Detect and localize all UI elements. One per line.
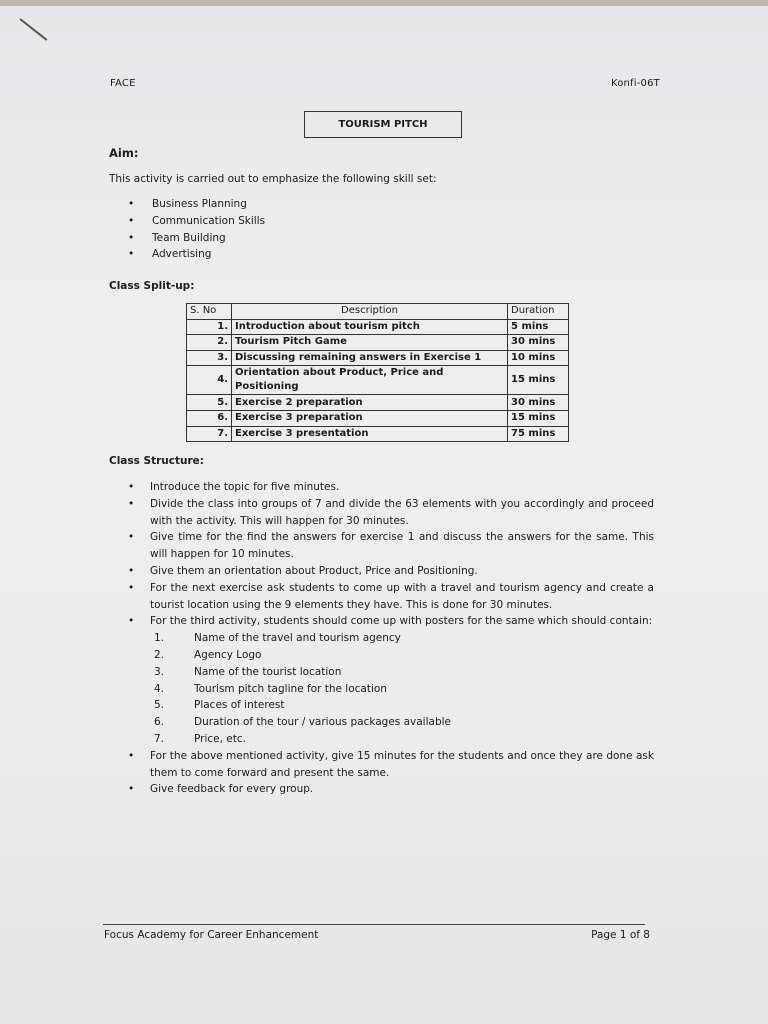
cell-duration: 15 mins (508, 410, 569, 426)
list-item: • Team Building (128, 230, 265, 247)
list-item (126, 563, 654, 580)
footer-org: Focus Academy for Career Enhancement (104, 929, 319, 941)
table-header-row (187, 304, 569, 320)
item-text: Give time for the find the answers for exercise 1 and discuss the answers for the same. This will happen for 10 minutes. (150, 531, 654, 561)
item-text: Places of interest (194, 699, 285, 712)
cell-duration: 5 mins (508, 319, 569, 335)
list-item: • Communication Skills (128, 213, 265, 230)
table-row (187, 426, 569, 442)
cell-sno: 5. (187, 395, 232, 411)
page-number: Page 1 of 8 (591, 929, 650, 941)
item-text: For the third activity, students should come up with posters for the same which should contain: (150, 615, 653, 628)
document-title-text: TOURISM PITCH (338, 119, 428, 130)
cell-duration: 75 mins (508, 426, 569, 442)
table-row (187, 319, 569, 335)
item-text: Name of the travel and tourism agency (194, 632, 401, 645)
header-code: Konfi-06T (610, 78, 660, 89)
numbered-item (150, 630, 654, 647)
footer-divider (103, 924, 645, 925)
cell-sno: 3. (187, 350, 232, 366)
cell-duration: 30 mins (508, 395, 569, 411)
item-text: Give them an orientation about Product, Price and Positioning. (150, 564, 478, 577)
cell-description: Orientation about Product, Price and Positioning (232, 366, 508, 395)
split-heading: Class Split-up: (109, 280, 195, 292)
table-row (187, 410, 569, 426)
table-row (187, 395, 569, 411)
item-number: 6. (153, 716, 164, 729)
split-table (186, 303, 569, 442)
cell-description: Tourism Pitch Game (232, 335, 508, 351)
cell-duration: 10 mins (508, 350, 569, 366)
numbered-item (150, 681, 654, 698)
table-row (187, 350, 569, 366)
item-text: Price, etc. (194, 732, 246, 745)
item-number: 3. (153, 665, 164, 678)
paper-edge (0, 0, 768, 6)
cell-sno: 1. (187, 319, 232, 335)
numbered-item (150, 714, 654, 731)
list-item (126, 580, 654, 614)
item-text: Divide the class into groups of 7 and divide the 63 elements with you accordingly and proceed with the activity. This will happen for 30 minutes. (150, 497, 654, 527)
item-text: Name of the tourist location (194, 665, 342, 678)
item-text: Introduce the topic for five minutes. (150, 481, 340, 493)
cell-sno: 6. (187, 410, 232, 426)
item-number: 5. (153, 699, 164, 712)
item-text: Give feedback for every group. (150, 783, 314, 796)
cell-description: Exercise 3 presentation (232, 426, 508, 442)
structure-list (126, 479, 654, 798)
item-number: 2. (153, 648, 164, 661)
cell-description: Introduction about tourism pitch (232, 319, 508, 335)
numbered-item (150, 647, 654, 664)
cell-sno: 4. (187, 366, 232, 395)
numbered-item (150, 697, 654, 714)
aim-intro: This activity is carried out to emphasize the following skill set: (109, 173, 437, 185)
list-item (126, 748, 654, 782)
header-org: FACE (110, 78, 136, 89)
cell-description: Exercise 3 preparation (232, 410, 508, 426)
item-text: For the next exercise ask students to come up with a travel and tourism agency and create a tourist location using the 9 elements they have. This is done for 30 minutes. (150, 581, 654, 611)
cell-sno: 2. (187, 335, 232, 351)
list-item: • Business Planning (128, 196, 265, 213)
item-number: 1. (153, 632, 164, 645)
list-item (126, 496, 654, 530)
item-text: Duration of the tour / various packages available (194, 716, 451, 729)
pen-mark (19, 18, 47, 41)
aim-heading: Aim: (109, 146, 139, 160)
column-header: Duration (508, 304, 569, 320)
table-row (187, 335, 569, 351)
column-header: S. No (187, 304, 232, 320)
item-number: 4. (153, 682, 164, 695)
list-item: • Advertising (128, 246, 265, 263)
cell-description: Discussing remaining answers in Exercise 1 (232, 350, 508, 366)
item-text: Tourism pitch tagline for the location (194, 682, 387, 695)
numbered-item (150, 731, 654, 748)
table-row (187, 366, 569, 395)
column-header: Description (232, 304, 508, 320)
cell-duration: 15 mins (508, 366, 569, 395)
item-text: For the above mentioned activity, give 15 minutes for the students and once they are done ask them to come forward and present the same. (150, 749, 654, 779)
document-title (304, 111, 462, 138)
numbered-item (150, 664, 654, 681)
cell-sno: 7. (187, 426, 232, 442)
cell-description: Exercise 2 preparation (232, 395, 508, 411)
list-item (126, 613, 654, 747)
skills-list (128, 196, 265, 263)
list-item (126, 529, 654, 563)
item-number: 7. (153, 732, 164, 745)
list-item (126, 479, 654, 496)
item-text: Agency Logo (194, 648, 262, 661)
structure-heading: Class Structure: (109, 455, 204, 467)
poster-contents-list (150, 630, 654, 748)
cell-duration: 30 mins (508, 335, 569, 351)
list-item (126, 781, 654, 798)
